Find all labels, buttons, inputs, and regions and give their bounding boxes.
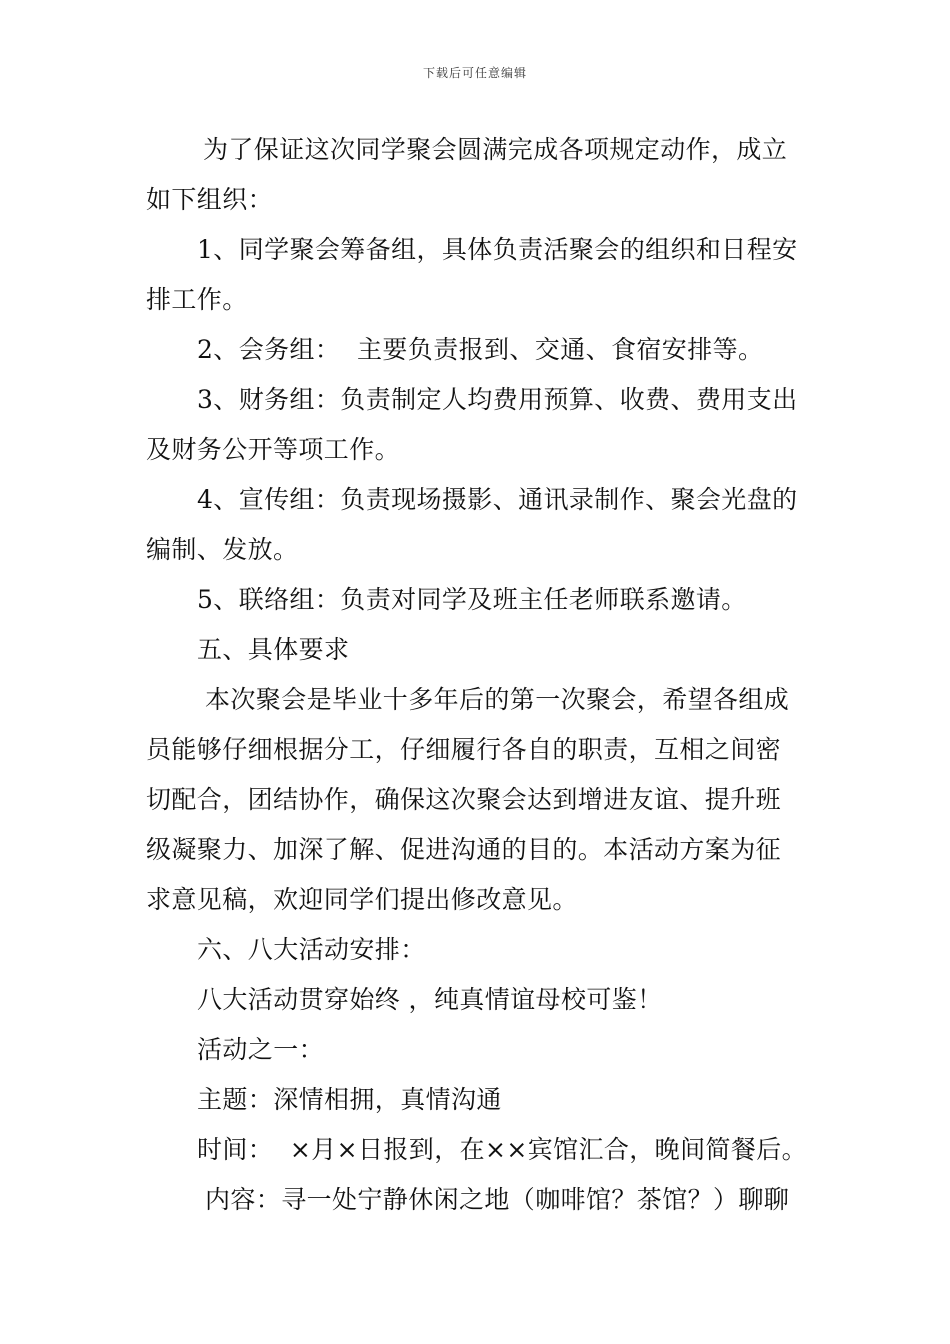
paragraph-requirements: 本次聚会是毕业十多年后的第一次聚会，希望各组成 [205,685,790,714]
list-item-finance-group-cont: 及财务公开等项工作。 [146,435,401,464]
document-body [146,125,814,1225]
page-header-note: 下载后可任意编辑 [422,66,527,80]
activity-one-label: 活动之一： [197,1035,325,1064]
paragraph-requirements-cont-1: 员能够仔细根据分工，仔细履行各自的职责，互相之间密 [146,735,782,764]
list-item-liaison-group: 5、联络组：负责对同学及班主任老师联系邀请。 [197,585,747,614]
activity-one-theme: 主题：深情相拥，真情沟通 [197,1085,502,1114]
paragraph-requirements-cont-4: 求意见稿，欢迎同学们提出修改意见。 [146,885,578,914]
list-item-publicity-group: 4、宣传组：负责现场摄影、通讯录制作、聚会光盘的 [197,485,798,514]
paragraph-requirements-cont-2: 切配合，团结协作，确保这次聚会达到增进友谊、提升班 [146,785,782,814]
list-item-finance-group: 3、财务组：负责制定人均费用预算、收费、费用支出 [197,385,798,414]
paragraph-organization-intro-cont: 如下组织： [146,185,274,214]
list-item-publicity-group-cont: 编制、发放。 [146,535,299,564]
list-item-affairs-group: 2、会务组： 主要负责报到、交通、食宿安排等。 [197,335,764,364]
list-item-preparation-group-cont: 排工作。 [146,285,248,314]
activity-one-time: 时间： ×月×日报到，在××宾馆汇合，晚间简餐后。 [197,1135,808,1164]
paragraph-activities-slogan: 八大活动贯穿始终 ，纯真情谊母校可鉴！ [197,985,663,1014]
list-item-preparation-group: 1、同学聚会筹备组，具体负责活聚会的组织和日程安 [197,235,798,264]
section-heading-activities: 六、八大活动安排： [197,935,426,964]
paragraph-requirements-cont-3: 级凝聚力、加深了解、促进沟通的目的。本活动方案为征 [146,835,782,864]
paragraph-organization-intro: 为了保证这次同学聚会圆满完成各项规定动作，成立 [203,135,788,164]
section-heading-requirements: 五、具体要求 [197,635,350,664]
activity-one-content: 内容：寻一处宁静休闲之地（咖啡馆？茶馆？）聊聊 [205,1185,790,1214]
